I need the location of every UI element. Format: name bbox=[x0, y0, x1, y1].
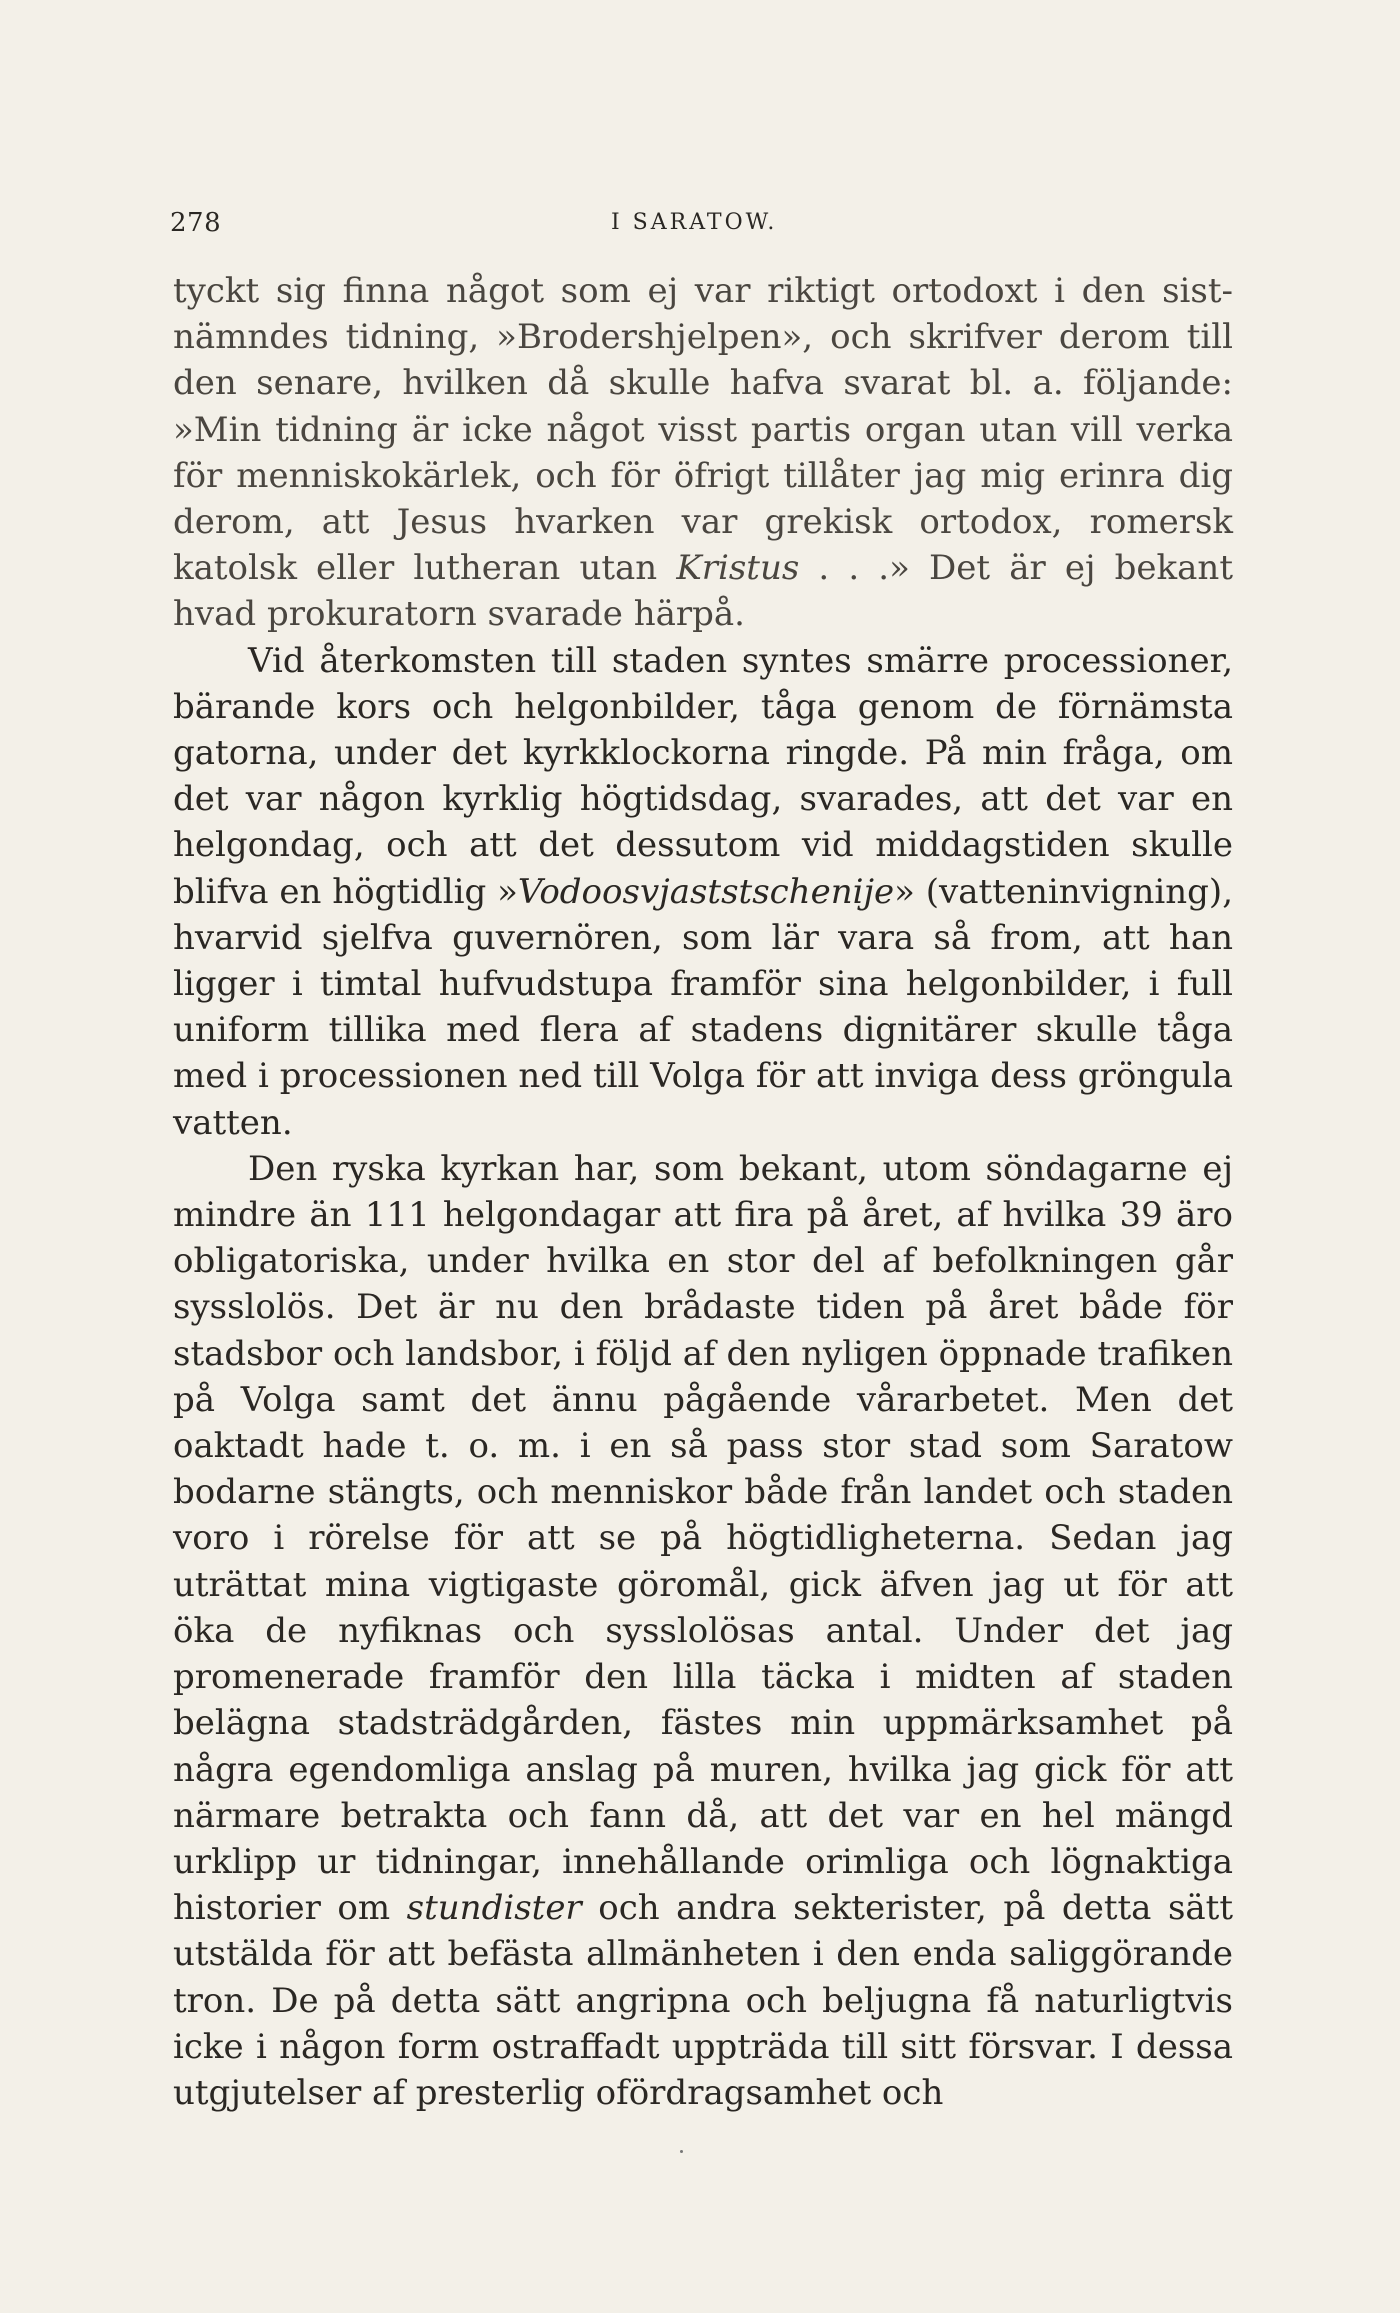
paragraph-2 bbox=[173, 638, 1233, 1146]
page-number: 278 bbox=[170, 208, 222, 238]
chapter-title: I SARATOW. bbox=[611, 210, 778, 235]
paper-speck bbox=[680, 2150, 683, 2153]
italic-term-kristus: Kristus bbox=[676, 548, 800, 589]
text-run: tyckt sig finna något som ej var riktigt ortodoxt i den sist-nämndes tidning, »Brodershjelpen», och skrifver derom till den senare, hvilken då skulle hafva svarat bl. a. följande: »Min tidning är icke något visst partis organ utan vill verka för menniskokärlek, och för öfrigt tillåter jag mig erinra dig derom, att Jesus hvarken var grekisk ortodox, romersk katolsk eller lutheran utan bbox=[173, 271, 1233, 589]
paragraph-3 bbox=[173, 1146, 1233, 2116]
italic-term-vodoosvjaststschenije: Vodoosvjaststschenije bbox=[517, 871, 895, 912]
italic-term-stundister: stundister bbox=[406, 1888, 582, 1929]
text-run: Den ryska kyrkan har, som bekant, utom söndagarne ej mindre än 111 helgondagar att fira på året, af hvilka 39 äro obligatoriska, under hvilka en stor del af befolkningen går sysslolös. Det är nu den brådaste tiden på året både för stadsbor och landsbor, i följd af den nyligen öppnade trafiken på Volga samt det ännu pågående vårarbetet. Men det oaktadt hade t. o. m. i en så pass stor stad som Saratow bodarne stängts, och menniskor både från landet och staden voro i rörelse för att se på högtidligheterna. Sedan jag uträttat mina vigtigaste göromål, gick äfven jag ut för att öka de nyfiknas och sysslolösas antal. Under det jag promenerade framför den lilla täcka i midten af staden belägna stadsträdgården, fästes min uppmärksamhet på några egendomliga anslag på muren, hvilka jag gick för att närmare betrakta och fann då, att det var en hel mängd urklipp ur tidningar, innehållande orimliga och lögnaktiga historier om bbox=[173, 1148, 1233, 1929]
running-head bbox=[170, 208, 1230, 248]
paragraph-1 bbox=[173, 268, 1233, 638]
text-run: Vid återkomsten till staden syntes smärre processioner, bärande kors och helgonbilder, tåga genom de förnämsta gatorna, under det kyrkklockorna ringde. På min fråga, om det var någon kyrklig högtidsdag, svarades, att det var en helgondag, och att det dessutom vid middagstiden skulle blifva en högtidlig » bbox=[173, 640, 1233, 912]
text-run: och andra sekterister, på detta sätt utstälda för att befästa allmänheten i den enda saliggörande tron. De på detta sätt angripna och beljugna få naturligtvis icke i någon form ostraffadt uppträda till sitt försvar. I dessa utgjutelser af presterlig ofördragsamhet och bbox=[173, 1888, 1233, 2113]
text-run: » (vatteninvigning), hvarvid sjelfva guvernören, som lär vara så from, att han ligger i timtal hufvudstupa framför sina helgonbilder, i full uniform tillika med flera af stadens dignitärer skulle tåga med i processionen ned till Volga för att inviga dess gröngula vatten. bbox=[173, 871, 1234, 1143]
body-text bbox=[173, 268, 1233, 2116]
text-run: . . .» Det är ej bekant hvad prokuratorn svarade härpå. bbox=[173, 548, 1233, 635]
